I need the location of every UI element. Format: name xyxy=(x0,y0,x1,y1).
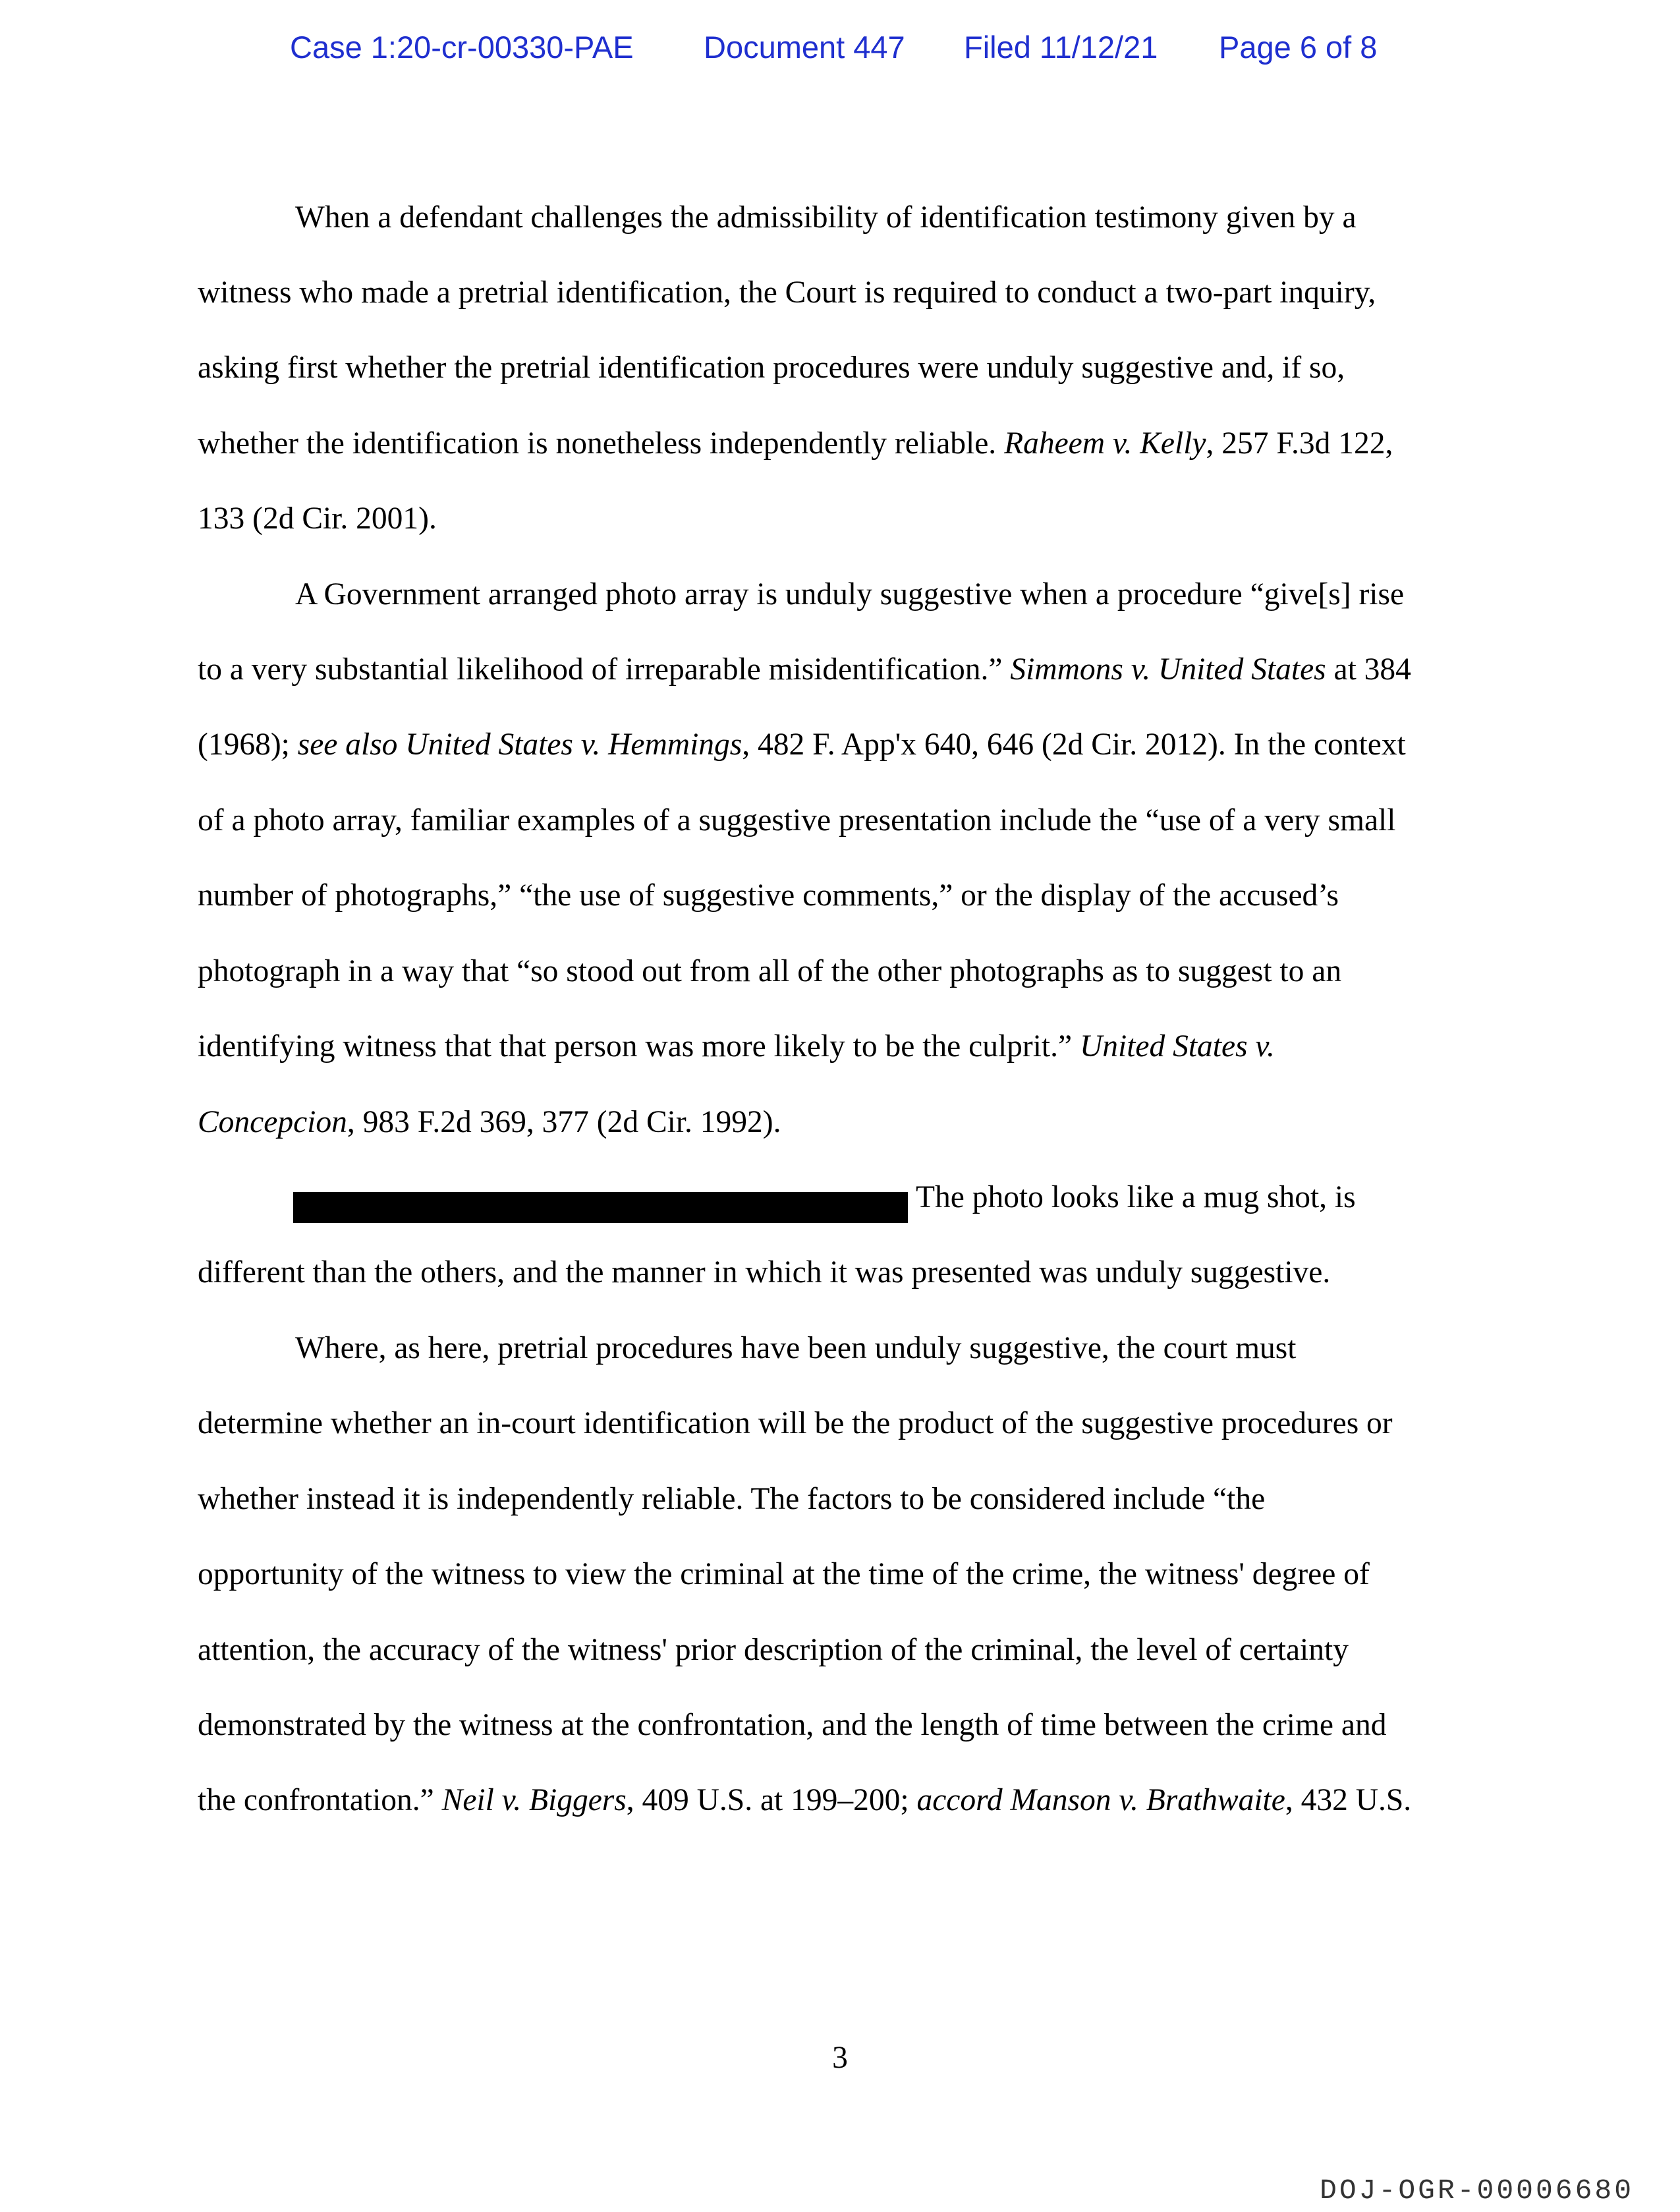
text-line xyxy=(198,1102,781,1142)
bates-number: DOJ-OGR-00006680 xyxy=(1320,2174,1634,2207)
line-text: attention, the accuracy of the witness' prior description of the criminal, the level of certainty xyxy=(198,1633,1349,1667)
line-text: (1968); xyxy=(198,727,298,762)
citation-text: Raheem v. Kelly xyxy=(1004,426,1206,461)
text-line xyxy=(198,499,437,538)
page-number: 3 xyxy=(832,2041,848,2075)
text-line xyxy=(295,198,1357,237)
line-text: identifying witness that that person was more likely to be the culprit.” xyxy=(198,1029,1080,1063)
line-text: When a defendant challenges the admissibility of identification testimony given by a xyxy=(295,200,1357,235)
line-text: , 257 F.3d 122, xyxy=(1206,426,1393,461)
ecf-header xyxy=(0,29,1680,75)
line-text: number of photographs,” “the use of suggestive comments,” or the display of the accused’s xyxy=(198,878,1339,913)
line-text: the confrontation.” xyxy=(198,1783,442,1817)
redaction-bar xyxy=(293,1192,908,1223)
line-text: different than the others, and the manner in which it was presented was unduly suggestive. xyxy=(198,1255,1331,1290)
text-line xyxy=(198,424,1393,463)
citation-text: Neil v. Biggers xyxy=(441,1783,627,1817)
text-line xyxy=(198,348,1345,387)
line-text: photograph in a way that “so stood out from all of the other photographs as to suggest to an xyxy=(198,954,1342,988)
citation-text: Concepcion xyxy=(198,1105,347,1139)
text-line xyxy=(198,1253,1330,1292)
text-line xyxy=(198,801,1395,840)
citation-text: United States v. xyxy=(1079,1029,1275,1063)
text-line xyxy=(198,650,1411,689)
line-text: Where, as here, pretrial procedures have been unduly suggestive, the court must xyxy=(295,1331,1297,1365)
text-line xyxy=(198,1479,1265,1519)
line-text: whether the identification is nonetheless independently reliable. xyxy=(198,426,1005,461)
line-text: asking first whether the pretrial identification procedures were unduly suggestive and, if so, xyxy=(198,351,1345,385)
line-text: The photo looks like a mug shot, is xyxy=(916,1180,1356,1214)
line-text: whether instead it is independently reliable. The factors to be considered include “the xyxy=(198,1482,1266,1516)
line-text: , 409 U.S. at 199–200; xyxy=(626,1783,917,1817)
page-of-pages: Page 6 of 8 xyxy=(1219,30,1378,65)
line-text: opportunity of the witness to view the criminal at the time of the crime, the witness' degree of xyxy=(198,1557,1370,1591)
citation-text: accord Manson v. Brathwaite xyxy=(916,1783,1285,1817)
line-text: determine whether an in-court identification will be the product of the suggestive procedures or xyxy=(198,1406,1393,1440)
line-text: demonstrated by the witness at the confrontation, and the length of time between the crime and xyxy=(198,1708,1387,1742)
text-line xyxy=(198,1630,1349,1670)
text-line xyxy=(198,876,1339,915)
line-text: , 482 F. App'x 640, 646 (2d Cir. 2012). In the context xyxy=(742,727,1406,762)
line-text: witness who made a pretrial identification, the Court is required to conduct a two-part inquiry, xyxy=(198,275,1376,310)
filed-date: Filed 11/12/21 xyxy=(964,30,1158,65)
line-text: to a very substantial likelihood of irreparable misidentification.” xyxy=(198,652,1011,687)
line-text: at 384 xyxy=(1326,652,1411,687)
text-line xyxy=(198,1404,1393,1443)
text-line xyxy=(198,1027,1275,1066)
case-number: Case 1:20-cr-00330-PAE xyxy=(290,30,634,65)
line-text: 133 (2d Cir. 2001). xyxy=(198,501,437,536)
text-line xyxy=(198,1554,1370,1594)
line-text: of a photo array, familiar examples of a suggestive presentation include the “use of a very small xyxy=(198,803,1396,837)
text-line xyxy=(295,1328,1296,1368)
text-line xyxy=(198,273,1376,312)
citation-text: see also United States v. Hemmings xyxy=(297,727,742,762)
document-number: Document 447 xyxy=(704,30,905,65)
text-line xyxy=(295,575,1404,614)
text-line xyxy=(198,1780,1411,1820)
text-line xyxy=(198,725,1406,764)
citation-text: Simmons v. United States xyxy=(1010,652,1326,687)
line-text: , 983 F.2d 369, 377 (2d Cir. 1992). xyxy=(347,1105,781,1139)
text-line xyxy=(198,1705,1386,1745)
line-text: A Government arranged photo array is unduly suggestive when a procedure “give[s] rise xyxy=(295,577,1405,611)
line-text: , 432 U.S. xyxy=(1285,1783,1412,1817)
text-line xyxy=(916,1177,1356,1217)
text-line xyxy=(198,951,1341,991)
